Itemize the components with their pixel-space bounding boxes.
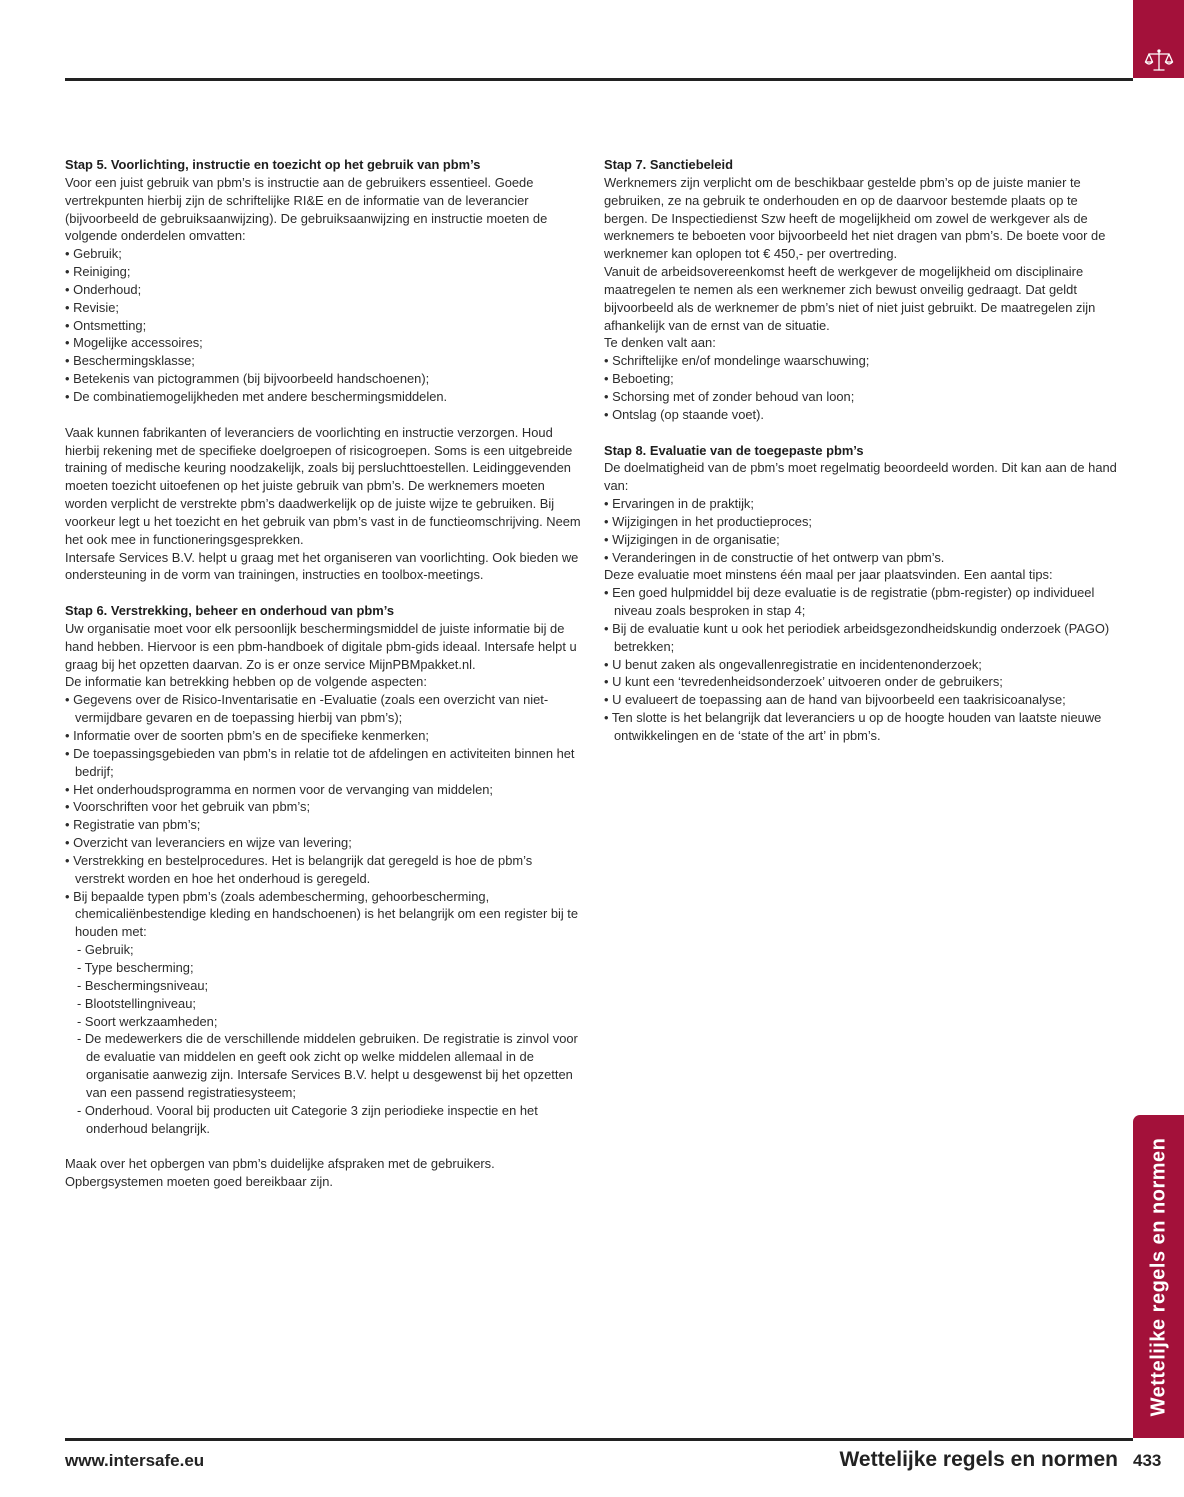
list-item: • Bij bepaalde typen pbm’s (zoals adembescherming, gehoorbescherming, chemicaliënbestendige kleding en handschoenen) is het belangrijk om een register bij te houden met:	[65, 888, 579, 940]
list-item: • De combinatiemogelijkheden met andere beschermingsmiddelen.	[65, 388, 448, 404]
scales-icon	[1144, 48, 1174, 74]
list-item: • Overzicht van leveranciers en wijze van levering;	[65, 835, 352, 851]
step7-paragraph: Werknemers zijn verplicht om de beschikbaar gestelde pbm’s op de juiste manier te gebruiken, ze na gebruik te onderhouden en op de daarvoor bestemde plaats op te bergen. De Inspectiedienst Szw heeft de mogelijkheid om zowel de werkgever als de werknemers te beboeten voor bijvoorbeeld het niet dragen van pbm’s. De boete voor de werknemer kan oplopen tot € 450,- per overtreding.	[604, 174, 1106, 262]
right-column	[604, 156, 1124, 745]
list-item: • U benut zaken als ongevallenregistratie en incidentenonderzoek;	[604, 656, 982, 672]
list-item: • Informatie over de soorten pbm’s en de specifieke kenmerken;	[65, 728, 429, 743]
step7-paragraph: Vanuit de arbeidsovereenkomst heeft de werkgever de mogelijkheid om disciplinaire maatregelen te nemen als een werknemer zich bewust onveilig gedraagt. Dat geldt bijvoorbeeld als de werknemer de pbm’s niet of niet juist gebruikt. De maatregelen zijn afhankelijk van de ernst van de situatie.	[604, 264, 1096, 333]
page-number: 433	[1133, 1451, 1162, 1470]
step8-list	[604, 495, 1124, 566]
step5-list	[65, 245, 585, 406]
list-item: • Gegevens over de Risico-Inventarisatie en -Evaluatie (zoals een overzicht van niet-vermijdbare gevaren en de toepassing hierbij van pbm’s);	[65, 692, 549, 726]
list-item: • U kunt een ‘tevredenheidsonderzoek’ uitvoeren onder de gebruikers;	[604, 674, 1003, 690]
list-item: • Wijzigingen in het productieproces;	[604, 513, 813, 529]
section-side-tab	[1133, 1115, 1184, 1438]
sub-list-item: - Gebruik;	[77, 942, 134, 958]
step6-sublist	[65, 941, 585, 1137]
sub-list-item: - Soort werkzaamheden;	[77, 1013, 218, 1029]
list-item: • Betekenis van pictogrammen (bij bijvoorbeeld handschoenen);	[65, 371, 430, 387]
list-item: • U evalueert de toepassing aan de hand van bijvoorbeeld een taakrisicoanalyse;	[604, 692, 1066, 708]
step5-paragraph: Intersafe Services B.V. helpt u graag met het organiseren van voorlichting. Ook bieden we ondersteuning in de vorm van trainingen, instructies en toolbox-meetings.	[65, 549, 579, 583]
step8-tips	[604, 584, 1124, 745]
list-item: • Ervaringen in de praktijk;	[604, 496, 754, 512]
step5-paragraph: Vaak kunnen fabrikanten of leveranciers de voorlichting en instructie verzorgen. Houd hierbij rekening met de specifieke doelgroepen of risicogroepen. Soms is een uitgebreide training of medische keuring noodzakelijk, zoals bij persluchttoestellen. Leidinggevenden moeten toezicht uitoefenen op het juiste gebruik van pbm’s. De werknemers moeten worden verplicht de verstrekte pbm’s daadwerkelijk op de juiste wijze te gebruiken. Bij voorkeur legt u het toezicht en het gebruik van pbm’s vast in de functieomschrijving. Neem het ook mee in functioneringsgesprekken.	[65, 424, 581, 547]
list-item: • Ten slotte is het belangrijk dat leveranciers u op de hoogte houden van laatste nieuwe ontwikkelingen en de ‘state of the art’ in pbm’s.	[604, 710, 1102, 743]
list-item: • Verstrekking en bestelprocedures. Het is belangrijk dat geregeld is hoe de pbm’s verstrekt worden en hoe het onderhoud is geregeld.	[65, 852, 533, 886]
step6-list	[65, 691, 585, 941]
step7-list	[604, 352, 1124, 423]
list-item: • Veranderingen in de constructie of het ontwerp van pbm’s.	[604, 549, 945, 565]
list-item: • Onderhoud;	[65, 281, 142, 297]
section-side-tab-label: Wettelijke regels en normen	[1147, 1137, 1169, 1416]
sub-list-item: - Onderhoud. Vooral bij producten uit Categorie 3 zijn periodieke inspectie en het onderhoud belangrijk.	[77, 1102, 538, 1136]
list-item: • Gebruik;	[65, 246, 122, 262]
sub-list-item: - Beschermingsniveau;	[77, 977, 209, 993]
list-item: • Reiniging;	[65, 264, 131, 280]
list-item: • Bij de evaluatie kunt u ook het periodiek arbeidsgezondheidskundig onderzoek (PAGO) betrekken;	[604, 620, 1110, 654]
list-item: • Registratie van pbm’s;	[65, 817, 201, 833]
footer-section-title: Wettelijke regels en normen	[839, 1448, 1118, 1471]
list-item: • Beschermingsklasse;	[65, 353, 195, 369]
step8-lead: Deze evaluatie moet minstens één maal per jaar plaatsvinden. Een aantal tips:	[604, 567, 1053, 583]
step7-heading: Stap 7. Sanctiebeleid	[604, 157, 733, 172]
step8-heading: Stap 8. Evaluatie van de toegepaste pbm’s	[604, 442, 864, 458]
step5-heading: Stap 5. Voorlichting, instructie en toezicht op het gebruik van pbm’s	[65, 157, 481, 172]
sub-list-item: - De medewerkers die de verschillende middelen gebruiken. De registratie is zinvol voor de evaluatie van middelen en geeft ook zicht op welke middelen allemaal in de organisatie aanwezig zijn. Intersafe Services B.V. helpt u desgewenst bij het opzetten van een passend registratiesysteem;	[77, 1031, 578, 1100]
sub-list-item: - Blootstellingniveau;	[77, 995, 196, 1011]
step6-closing: Maak over het opbergen van pbm’s duidelijke afspraken met de gebruikers. Opbergsystemen moeten goed bereikbaar zijn.	[65, 1156, 495, 1190]
list-item: • Mogelijke accessoires;	[65, 335, 203, 351]
list-item: • Schorsing met of zonder behoud van loon;	[604, 388, 855, 404]
list-item: • Wijzigingen in de organisatie;	[604, 531, 780, 547]
list-item: • Beboeting;	[604, 371, 674, 387]
step7-lead: Te denken valt aan:	[604, 335, 716, 351]
top-rule	[65, 78, 1133, 81]
list-item: • Een goed hulpmiddel bij deze evaluatie is de registratie (pbm-register) op individueel niveau zoals besproken in stap 4;	[604, 585, 1095, 619]
list-item: • Het onderhoudsprogramma en normen voor de vervanging van middelen;	[65, 781, 494, 797]
list-item: • Revisie;	[65, 299, 119, 315]
left-column	[65, 156, 585, 1191]
step6-heading: Stap 6. Verstrekking, beheer en onderhoud van pbm’s	[65, 603, 395, 619]
list-item: • Schriftelijke en/of mondelinge waarschuwing;	[604, 353, 870, 369]
list-item: • Ontsmetting;	[65, 317, 147, 333]
list-item: • Voorschriften voor het gebruik van pbm’s;	[65, 799, 311, 815]
step6-lead: De informatie kan betrekking hebben op de volgende aspecten:	[65, 674, 427, 690]
bottom-rule	[65, 1438, 1133, 1441]
sub-list-item: - Type bescherming;	[77, 959, 194, 975]
step8-intro: De doelmatigheid van de pbm’s moet regelmatig beoordeeld worden. Dit kan aan de hand van:	[604, 460, 1117, 494]
list-item: • De toepassingsgebieden van pbm’s in relatie tot de afdelingen en activiteiten binnen het bedrijf;	[65, 745, 575, 779]
footer-url: www.intersafe.eu	[65, 1451, 205, 1470]
header-tab	[1133, 0, 1184, 78]
step5-intro: Voor een juist gebruik van pbm’s is instructie aan de gebruikers essentieel. Goede vertrekpunten hierbij zijn de schriftelijke RI&E en de informatie van de leverancier (bijvoorbeeld de gebruiksaanwijzing). De gebruiksaanwijzing en instructie moeten de volgende onderdelen omvatten:	[65, 174, 548, 244]
list-item: • Ontslag (op staande voet).	[604, 406, 765, 422]
step6-intro: Uw organisatie moet voor elk persoonlijk beschermingsmiddel de juiste informatie bij de hand hebben. Hiervoor is een pbm-handboek of digitale pbm-gids ideaal. Intersafe helpt u graag bij het opzetten daarvan. Zo is er onze service MijnPBMpakket.nl.	[65, 620, 577, 672]
